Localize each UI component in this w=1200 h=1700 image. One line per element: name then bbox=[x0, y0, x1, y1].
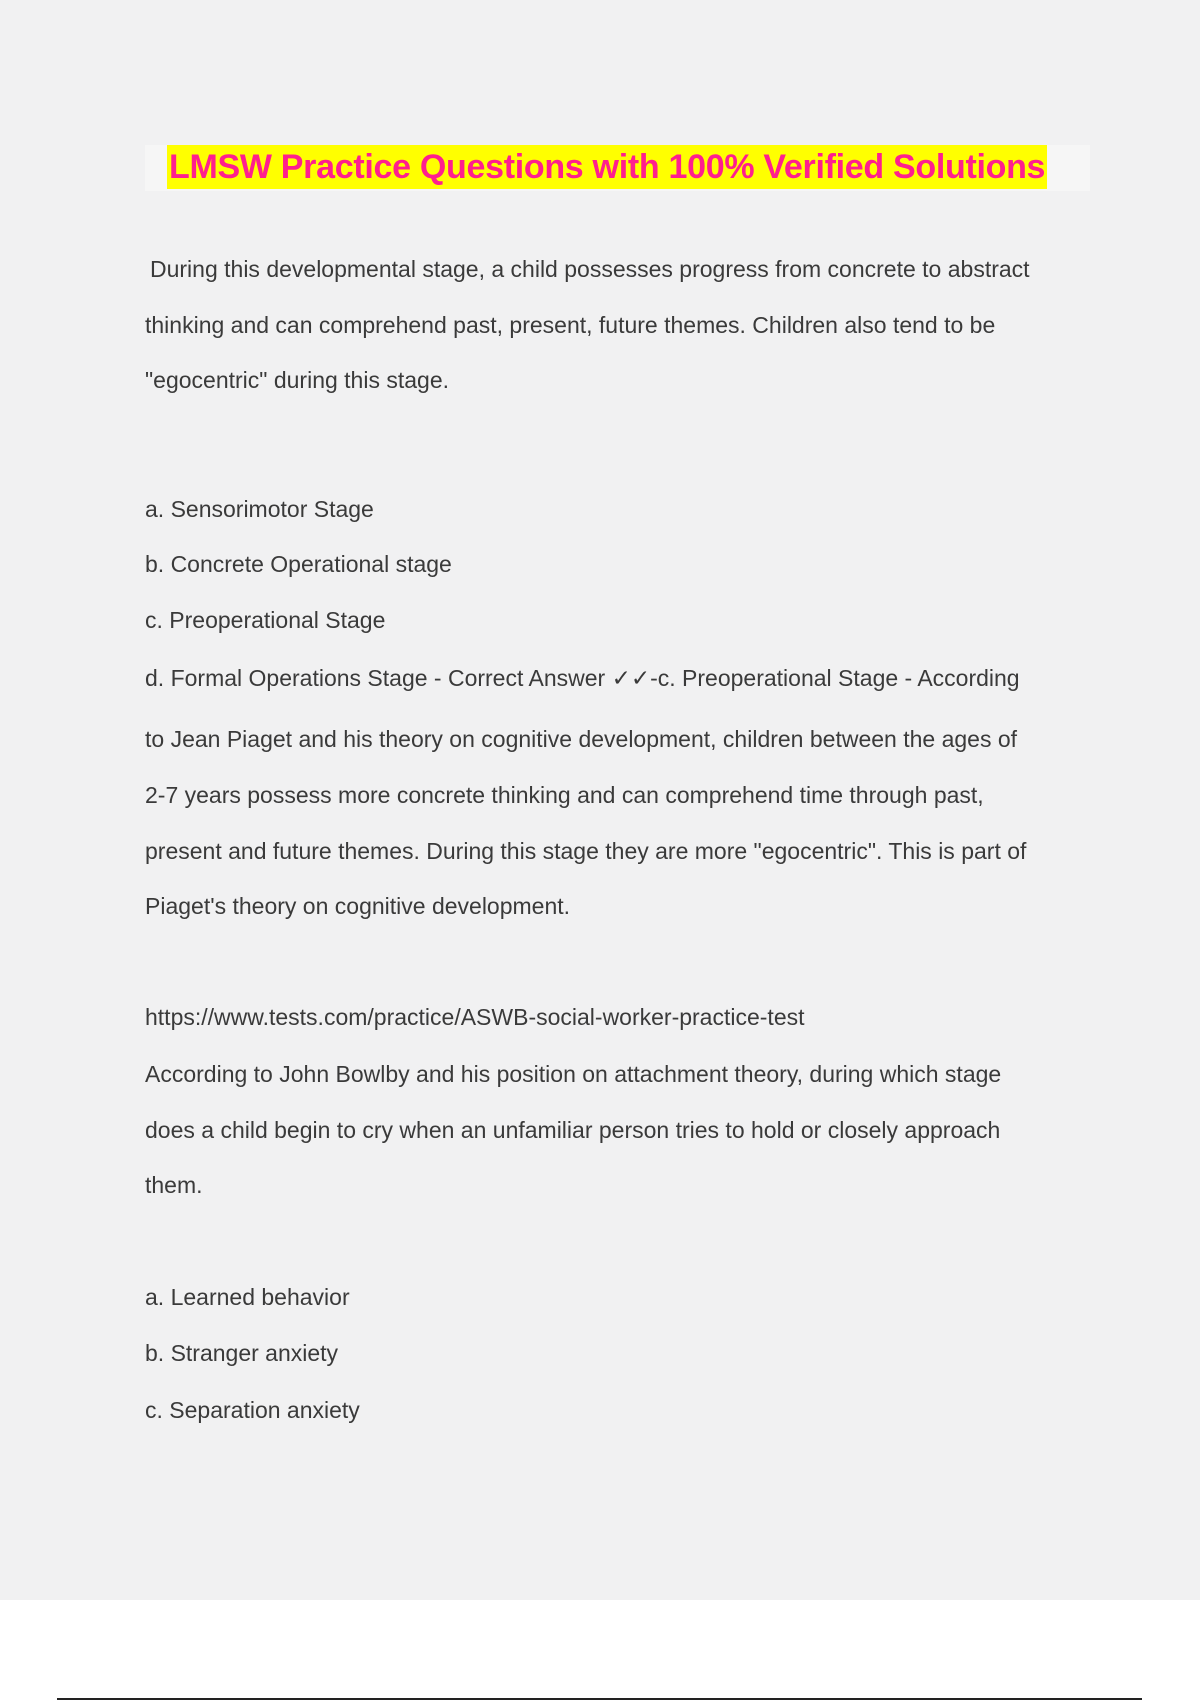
question1-stem-line: "egocentric" during this stage. bbox=[145, 367, 449, 393]
question2-stem-line: them. bbox=[145, 1172, 203, 1198]
question2-option-b: b. Stranger anxiety bbox=[145, 1340, 339, 1366]
reference-url: https://www.tests.com/practice/ASWB-social-worker-practice-test bbox=[145, 1004, 805, 1030]
question1-option-b: b. Concrete Operational stage bbox=[145, 551, 452, 577]
question2-stem-line: According to John Bowlby and his position on attachment theory, during which stage bbox=[145, 1061, 1002, 1087]
document-title: LMSW Practice Questions with 100% Verified Solutions bbox=[167, 145, 1047, 189]
question1-explanation-line: 2-7 years possess more concrete thinking and can comprehend time through past, bbox=[145, 782, 984, 808]
question2-stem-line: does a child begin to cry when an unfamiliar person tries to hold or closely approach bbox=[145, 1117, 1001, 1143]
question1-stem-line: thinking and can comprehend past, present, future themes. Children also tend to be bbox=[145, 312, 996, 338]
question1-option-c: c. Preoperational Stage bbox=[145, 607, 386, 633]
question2-option-a: a. Learned behavior bbox=[145, 1284, 350, 1310]
question1-explanation-line: present and future themes. During this stage they are more "egocentric". This is part of bbox=[145, 838, 1027, 864]
question2-option-c: c. Separation anxiety bbox=[145, 1397, 360, 1423]
question1-option-a: a. Sensorimotor Stage bbox=[145, 496, 374, 522]
question1-option-d-answer: d. Formal Operations Stage - Correct Answer ✓✓-c. Preoperational Stage - According bbox=[145, 665, 1020, 691]
question1-explanation-line: Piaget's theory on cognitive development. bbox=[145, 893, 571, 919]
question1-explanation-line: to Jean Piaget and his theory on cognitive development, children between the ages of bbox=[145, 726, 1018, 752]
question1-stem-line: During this developmental stage, a child possesses progress from concrete to abstract bbox=[150, 256, 1030, 282]
